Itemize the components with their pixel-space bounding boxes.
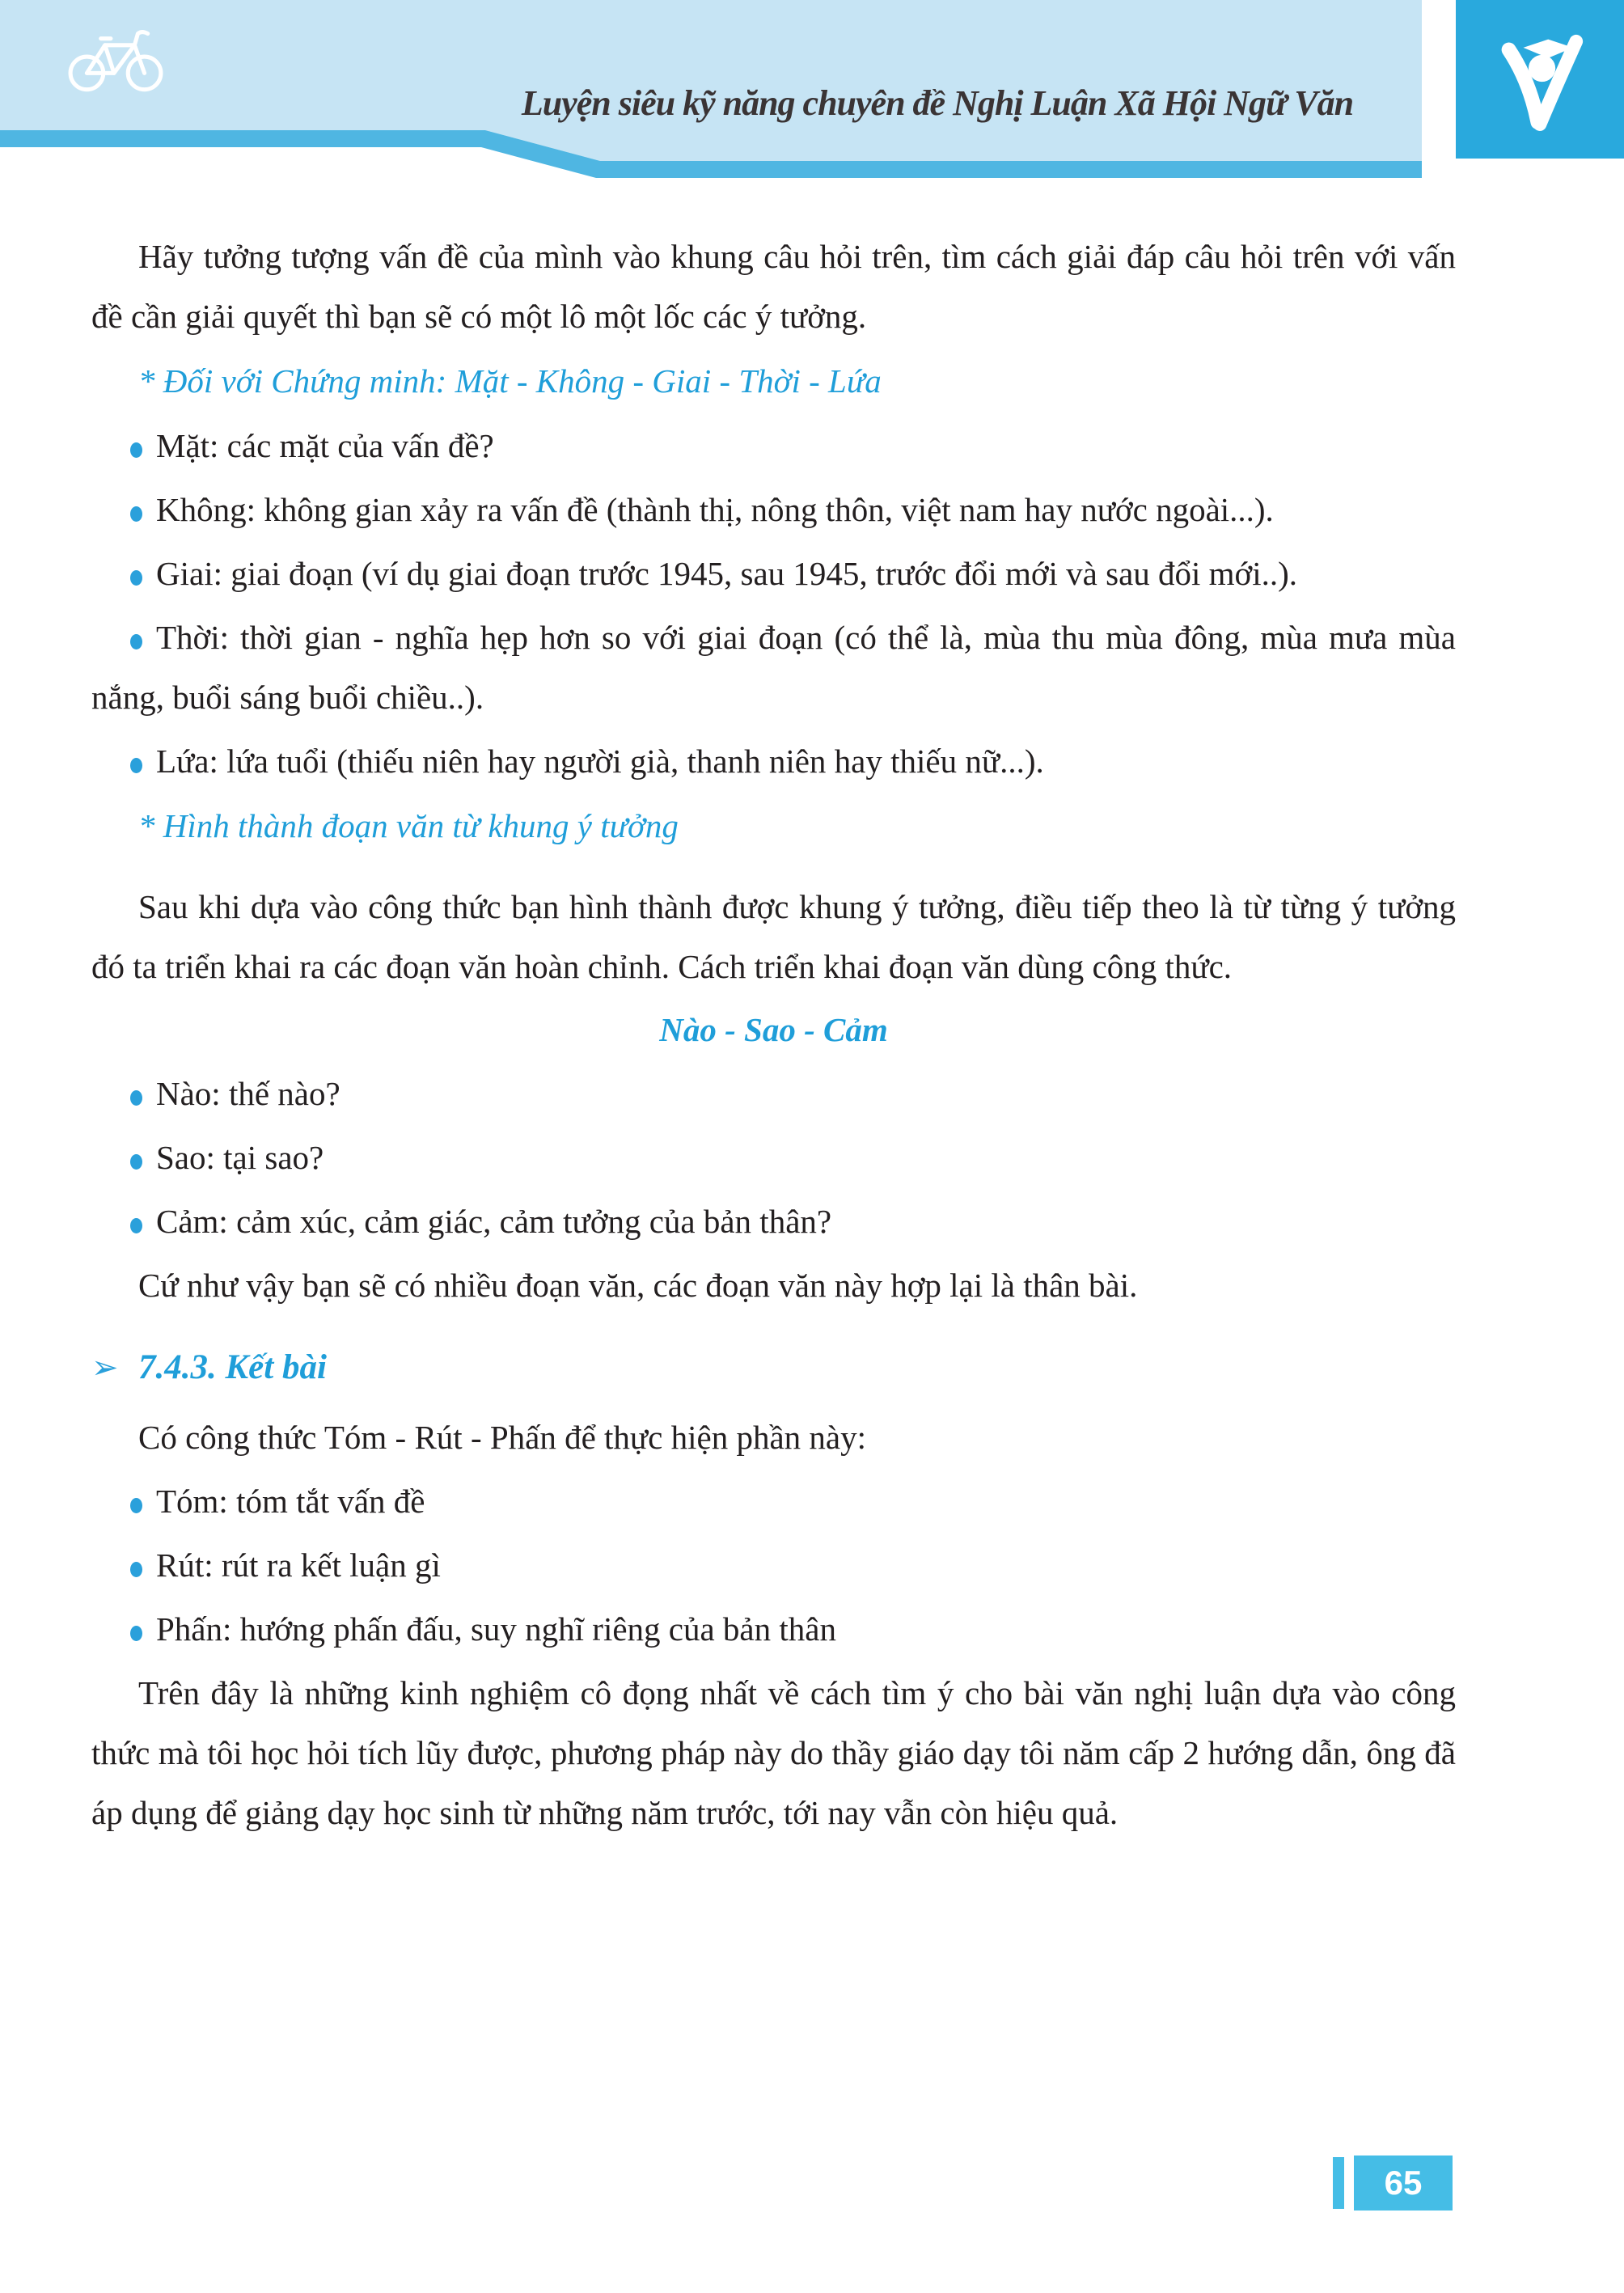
bullet-item	[91, 1471, 1456, 1531]
center-heading: Nào - Sao - Cảm	[659, 1011, 888, 1048]
arrow-marker-icon: ➢	[91, 1349, 119, 1386]
bullet-dot-icon	[130, 634, 142, 649]
paragraph: Sau khi dựa vào công thức bạn hình thành được khung ý tưởng, điều tiếp theo là từ từng ý tưởng đó ta triển khai ra các đoạn văn hoàn chỉnh. Cách triển khai đoạn văn dùng công thức.	[91, 888, 1456, 985]
bullet-text: Tóm: tóm tắt vấn đề	[156, 1483, 425, 1520]
bullet-item	[91, 480, 1456, 539]
bullet-dot-icon	[130, 442, 142, 458]
bullet-text: Rút: rút ra kết luận gì	[156, 1546, 441, 1584]
page-badge-bar	[1333, 2157, 1344, 2209]
section-heading	[91, 1338, 1456, 1398]
bullet-item	[91, 1127, 1456, 1187]
bullet-dot-icon	[130, 506, 142, 522]
blue-heading: * Đối với Chứng minh: Mặt - Không - Giai - Thời - Lứa	[138, 362, 882, 400]
paragraph: Hãy tưởng tượng vấn đề của mình vào khung câu hỏi trên, tìm cách giải đáp câu hỏi trên với vấn đề cần giải quyết thì bạn sẽ có một lô một lốc các ý tưởng.	[91, 238, 1456, 335]
bicycle-icon	[66, 13, 165, 97]
bullet-text: Giai: giai đoạn (ví dụ giai đoạn trước 1945, sau 1945, trước đổi mới và sau đổi mới..).	[156, 555, 1298, 592]
bullet-text: Không: không gian xảy ra vấn đề (thành thị, nông thôn, việt nam hay nước ngoài...).	[156, 491, 1274, 528]
bullet-dot-icon	[130, 570, 142, 586]
page-number: 65	[1384, 2164, 1423, 2202]
paragraph: Trên đây là những kinh nghiệm cô đọng nhất về cách tìm ý cho bài văn nghị luận dựa vào công thức mà tôi học hỏi tích lũy được, phương pháp này do thầy giáo dạy tôi năm cấp 2 hướng dẫn, ông đã áp dụng để giảng dạy học sinh từ những năm trước, tới nay vẫn còn hiệu quả.	[91, 1674, 1456, 1831]
blue-heading: * Hình thành đoạn văn từ khung ý tưởng	[138, 807, 679, 844]
bullet-text: Nào: thế nào?	[156, 1075, 340, 1112]
bullet-dot-icon	[130, 1562, 142, 1577]
section-heading-text: 7.4.3. Kết bài	[138, 1348, 327, 1386]
paragraph: Cứ như vậy bạn sẽ có nhiều đoạn văn, các đoạn văn này hợp lại là thân bài.	[138, 1267, 1138, 1304]
bullet-item	[91, 1535, 1456, 1595]
bullet-text: Mặt: các mặt của vấn đề?	[156, 427, 494, 464]
bullet-item	[91, 731, 1456, 791]
bullet-item	[91, 416, 1456, 476]
bullet-dot-icon	[130, 1498, 142, 1513]
page-header-title: Luyện siêu kỹ năng chuyên đề Nghị Luận Xã Hội Ngữ Văn	[521, 83, 1354, 123]
bullet-item	[91, 1599, 1456, 1659]
bullet-item	[91, 1191, 1456, 1251]
bullet-text: Thời: thời gian - nghĩa hẹp hơn so với giai đoạn (có thể là, mùa thu mùa đông, mùa mưa mùa nắng, buổi sáng buổi chiều..).	[91, 619, 1456, 716]
page-number-badge	[1354, 2156, 1453, 2211]
content-blocks	[91, 223, 1456, 1846]
bullet-dot-icon	[130, 1626, 142, 1641]
bullet-item	[91, 607, 1456, 727]
bullet-text: Phấn: hướng phấn đấu, suy nghĩ riêng của bản thân	[156, 1610, 836, 1648]
bullet-text: Lứa: lứa tuổi (thiếu niên hay người già, thanh niên hay thiếu nữ...).	[156, 742, 1044, 780]
bullet-dot-icon	[130, 1218, 142, 1233]
bullet-dot-icon	[130, 1090, 142, 1106]
logo-box	[1456, 0, 1624, 159]
paragraph: Có công thức Tóm - Rút - Phấn để thực hiện phần này:	[138, 1419, 866, 1456]
bullet-item	[91, 1064, 1456, 1123]
graduate-person-logo-icon	[1488, 33, 1592, 137]
bullet-text: Cảm: cảm xúc, cảm giác, cảm tưởng của bản thân?	[156, 1203, 832, 1240]
bullet-dot-icon	[130, 1154, 142, 1170]
bullet-item	[91, 544, 1456, 603]
bullet-dot-icon	[130, 758, 142, 773]
bullet-text: Sao: tại sao?	[156, 1139, 324, 1176]
